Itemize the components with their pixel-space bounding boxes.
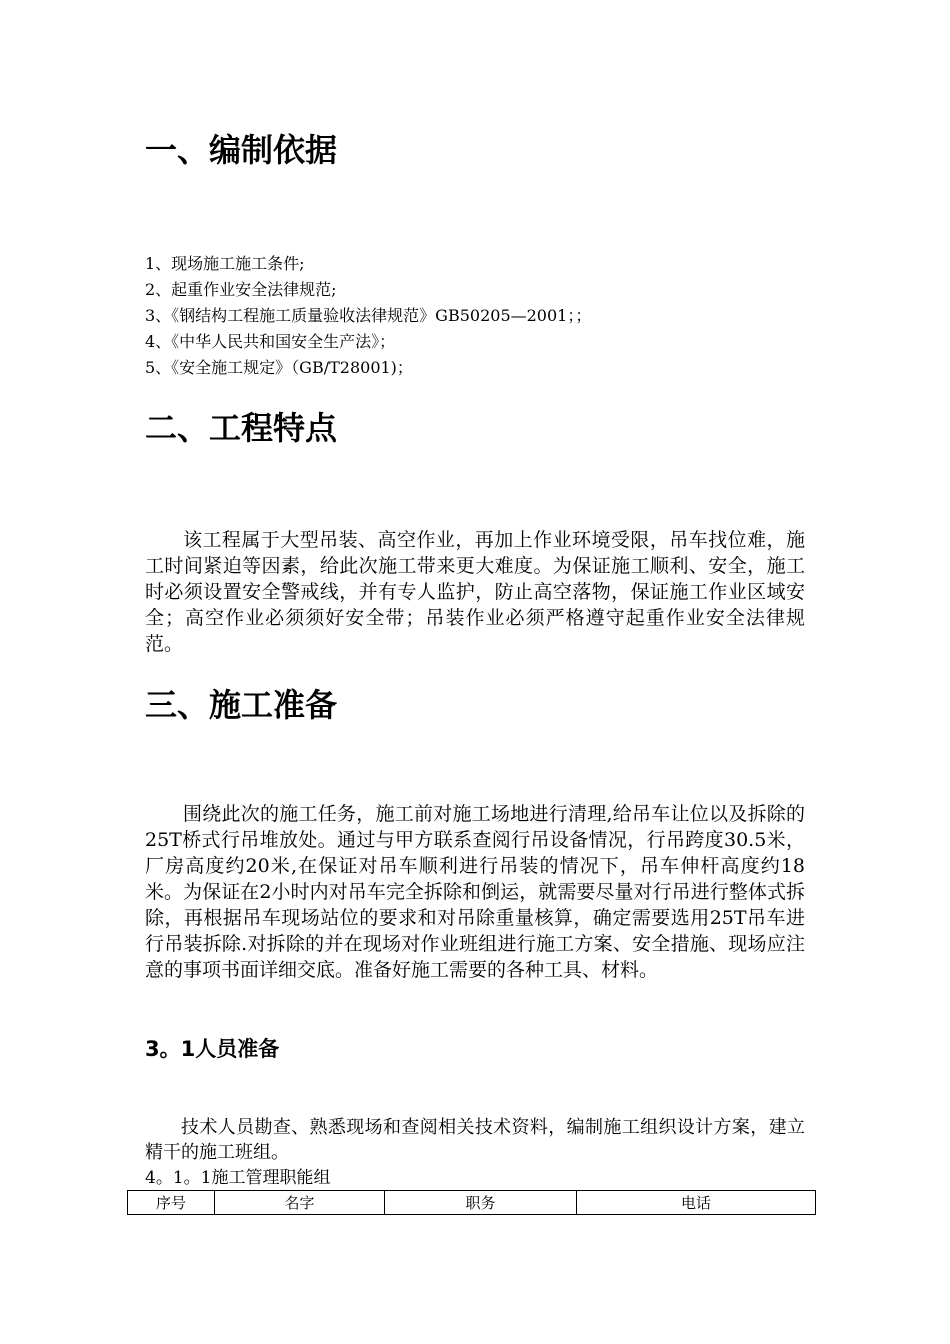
list-item: 4、《中华人民共和国安全生产法》； — [145, 332, 396, 351]
list-item: 2、起重作业安全法律规范; — [145, 280, 337, 299]
column-header-index: 序号 — [128, 1191, 215, 1215]
table-header-row — [128, 1191, 816, 1215]
list-item: 1、现场施工施工条件; — [145, 254, 305, 273]
section-1-heading: 一、编制依据 — [145, 131, 338, 169]
column-header-name: 名字 — [215, 1191, 385, 1215]
column-header-phone: 电话 — [577, 1191, 816, 1215]
table-caption: 4。1。1施工管理职能组 — [145, 1168, 331, 1188]
section-3-paragraph: 围绕此次的施工任务，施工前对施工场地进行清理,给吊车让位以及拆除的25T桥式行吊堆放处。通过与甲方联系查阅行吊设备情况，行吊跨度30.5米，厂房高度约20米,在保证对吊车顺利进行吊装的情况下，吊车伸杆高度约18米。为保证在2小时内对吊车完全拆除和倒运，就需要尽量对行吊进行整体式拆除，再根据吊车现场站位的要求和对吊除重量核算，确定需要选用25T吊车进行吊装拆除.对拆除的并在现场对作业班组进行施工方案、安全措施、现场应注意的事项书面详细交底。准备好施工需要的各种工具、材料。 — [145, 803, 805, 981]
staff-table — [127, 1190, 816, 1215]
section-2-heading: 二、工程特点 — [145, 409, 338, 447]
basis-list — [145, 251, 591, 381]
section-2-paragraph: 该工程属于大型吊装、高空作业，再加上作业环境受限，吊车找位难，施工时间紧迫等因素，给此次施工带来更大难度。为保证施工顺利、安全，施工时必须设置安全警戒线，并有专人监护，防止高空落物，保证施工作业区域安全；高空作业必须须好安全带；吊装作业必须严格遵守起重作业安全法律规范。 — [145, 529, 805, 655]
subsection-3-1-heading: 3。1人员准备 — [145, 1037, 280, 1061]
section-3-heading: 三、施工准备 — [145, 686, 338, 724]
list-item: 5、《安全施工规定》（GB/T28001)； — [145, 358, 413, 377]
subsection-3-1-paragraph: 技术人员勘查、熟悉现场和查阅相关技术资料，编制施工组织设计方案，建立精干的施工班组。 — [145, 1117, 805, 1163]
column-header-position: 职务 — [385, 1191, 577, 1215]
list-item: 3、《钢结构工程施工质量验收法律规范》GB50205—2001；； — [145, 306, 592, 325]
